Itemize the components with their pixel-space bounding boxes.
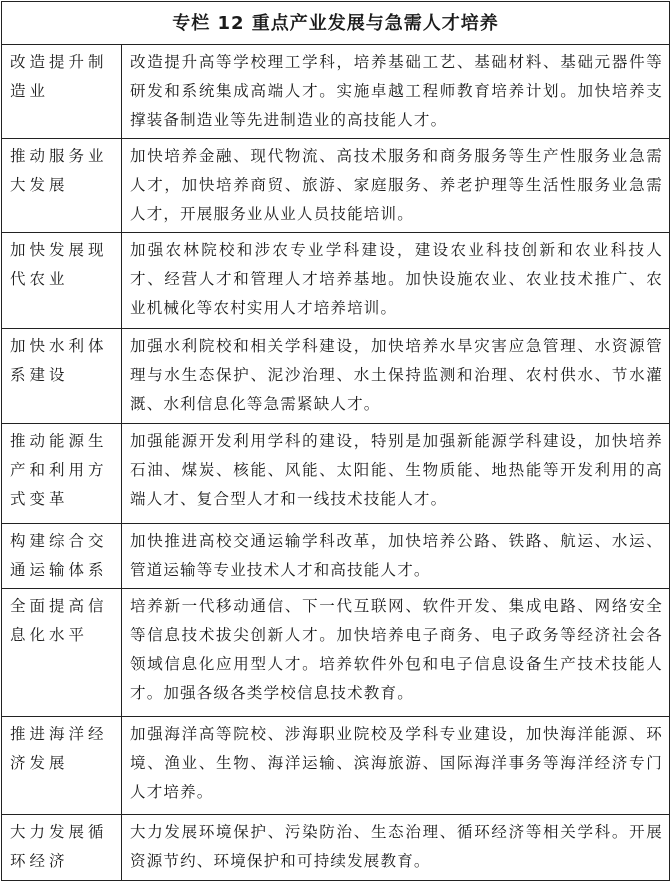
row-content: 加快推进高校交通运输学科改革，加快培养公路、铁路、航运、水运、管道运输等专业技术人才和高技能人才。 [122,524,670,589]
row-content: 加强农林院校和涉农专业学科建设，建设农业科技创新和农业科技人才、经营人才和管理人才培养基地。加快设施农业、农业技术推广、农业机械化等农村实用人才培养培训。 [122,233,670,329]
row-content: 加强水利院校和相关学科建设，加快培养水旱灾害应急管理、水资源管理与水生态保护、泥沙治理、水土保持监测和治理、农村供水、节水灌溉、水利信息化等急需紧缺人才。 [122,329,670,424]
row-topic: 加快发展现代农业 [2,233,122,329]
row-topic: 全面提高信息化水平 [2,589,122,717]
row-content: 培养新一代移动通信、下一代互联网、软件开发、集成电路、网络安全等信息技术拔尖创新人才。加快培养电子商务、电子政务等经济社会各领域信息化应用型人才。培养软件外包和电子信息设备生产技术技能人才。加强各级各类学校信息技术教育。 [122,589,670,717]
table-row [2,233,670,329]
row-topic: 推动能源生产和利用方式变革 [2,424,122,524]
row-topic: 推进海洋经济发展 [2,717,122,815]
table-title: 专栏 12 重点产业发展与急需人才培养 [2,2,670,45]
row-topic: 推动服务业大发展 [2,139,122,233]
row-content: 改造提升高等学校理工学科，培养基础工艺、基础材料、基础元器件等研发和系统集成高端人才。实施卓越工程师教育培养计划。加快培养支撑装备制造业等先进制造业的高技能人才。 [122,45,670,139]
row-topic: 改造提升制造业 [2,45,122,139]
row-content: 加强海洋高等院校、涉海职业院校及学科专业建设，加快海洋能源、环境、渔业、生物、海洋运输、滨海旅游、国际海洋事务等海洋经济专门人才培养。 [122,717,670,815]
table-row [2,524,670,589]
talent-training-table [1,1,670,881]
table-row [2,329,670,424]
row-topic: 加快水利体系建设 [2,329,122,424]
row-content: 加快培养金融、现代物流、高技术服务和商务服务等生产性服务业急需人才，加快培养商贸、旅游、家庭服务、养老护理等生活性服务业急需人才，开展服务业从业人员技能培训。 [122,139,670,233]
table-row [2,424,670,524]
table-row [2,815,670,881]
table-row [2,139,670,233]
table-row [2,717,670,815]
table-row [2,45,670,139]
row-topic: 构建综合交通运输体系 [2,524,122,589]
row-content: 大力发展环境保护、污染防治、生态治理、循环经济等相关学科。开展资源节约、环境保护和可持续发展教育。 [122,815,670,881]
row-topic: 大力发展循环经济 [2,815,122,881]
row-content: 加强能源开发利用学科的建设，特别是加强新能源学科建设，加快培养石油、煤炭、核能、风能、太阳能、生物质能、地热能等开发利用的高端人才、复合型人才和一线技术技能人才。 [122,424,670,524]
table-row [2,589,670,717]
table-title-row [2,2,670,45]
